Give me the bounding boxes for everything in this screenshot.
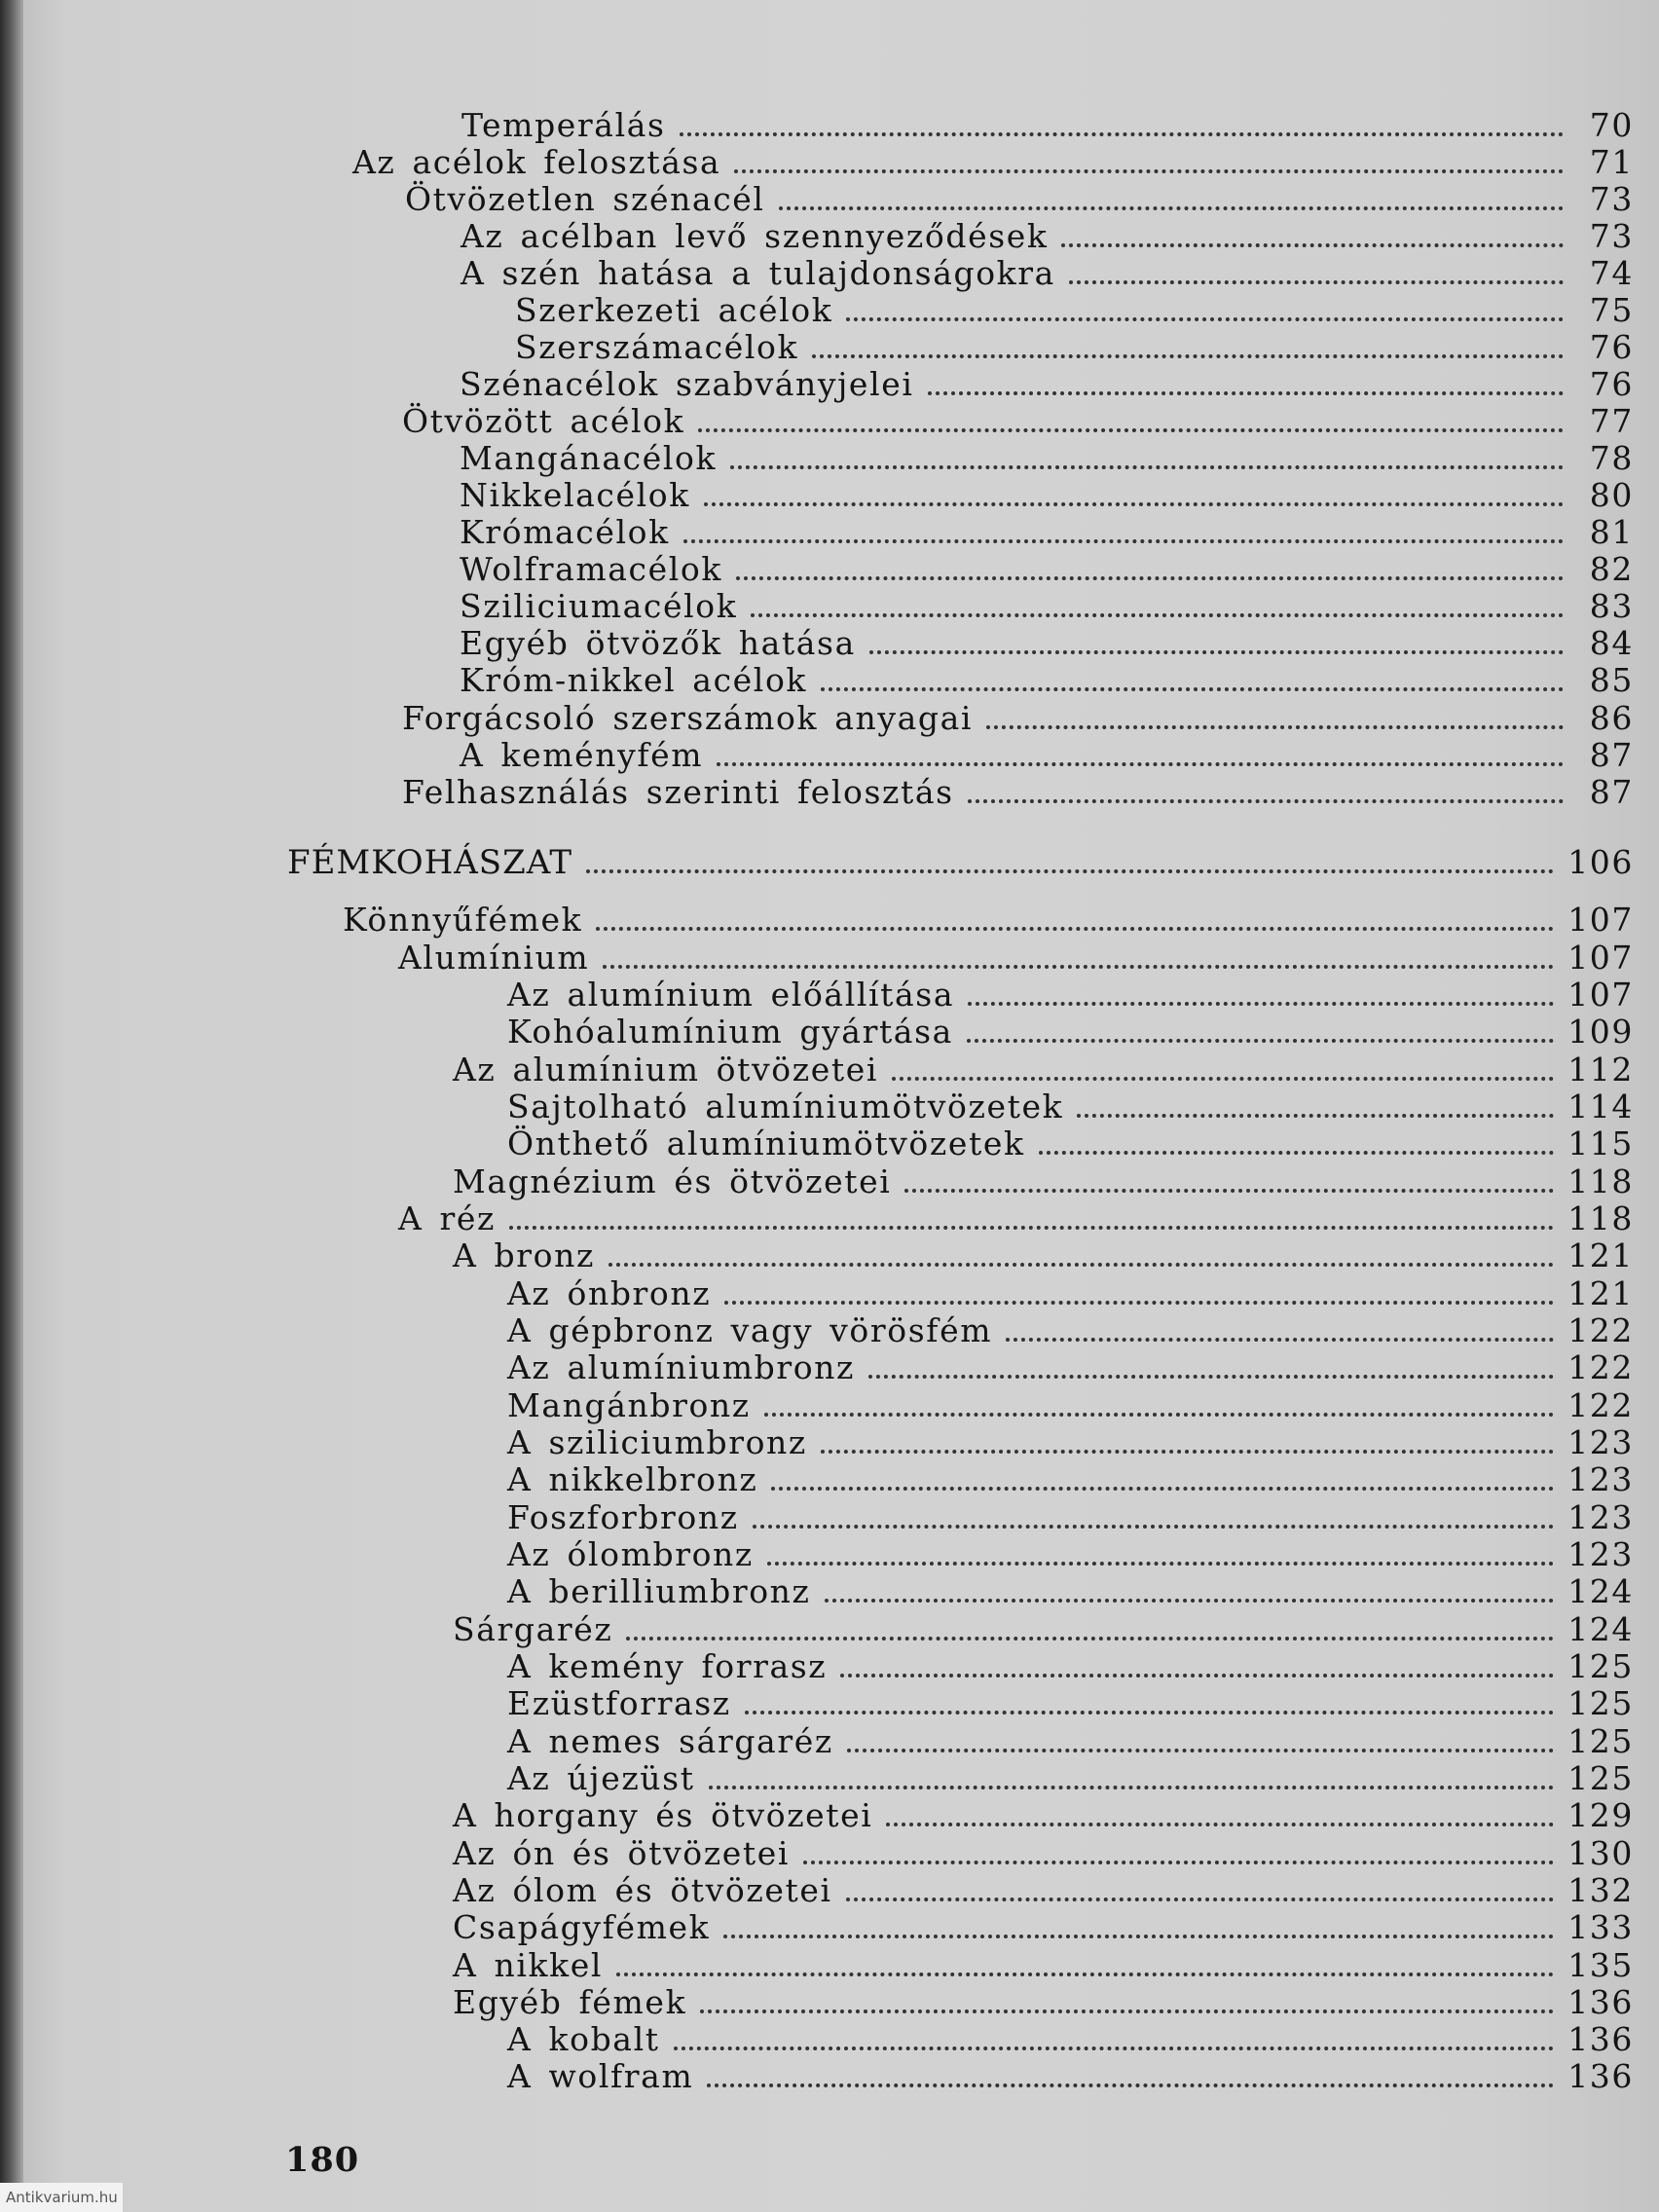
toc-entry: [402, 403, 1634, 440]
toc-entry: [507, 1499, 1634, 1536]
toc-entry-page: 75: [1589, 291, 1634, 329]
toc-entry-title: Mangánbronz: [507, 1386, 751, 1424]
toc-entry-title: Szénacélok szabványjelei: [460, 365, 914, 403]
toc-entry: [507, 1760, 1634, 1797]
toc-entry-title: Mangánacélok: [460, 439, 718, 477]
toc-entry-page: 123: [1567, 1423, 1634, 1461]
dot-leader: [767, 1562, 1554, 1566]
toc-entry: [507, 1648, 1634, 1685]
toc-entry: [460, 662, 1634, 699]
toc-entry-title: Egyéb fémek: [453, 1983, 687, 2021]
toc-entry: [453, 1051, 1634, 1088]
page-binding-shadow: [0, 0, 23, 2212]
toc-entry-page: 86: [1589, 699, 1634, 737]
dot-leader: [821, 687, 1564, 691]
toc-entry: [507, 1349, 1634, 1386]
dot-leader: [869, 650, 1564, 654]
toc-entry-title: Az acélban levő szennyeződések: [461, 217, 1049, 255]
dot-leader: [736, 576, 1564, 580]
toc-entry: [453, 1909, 1634, 1946]
toc-entry-page: 84: [1589, 624, 1634, 662]
toc-entry-page: 132: [1567, 1871, 1634, 1909]
toc-entry: [507, 1014, 1634, 1051]
toc-entry-title: Szerszámacélok: [515, 328, 799, 366]
dot-leader: [821, 1450, 1554, 1454]
toc-entry-title: A horgany és ötvözetei: [453, 1796, 873, 1834]
toc-entry: [343, 902, 1634, 939]
toc-entry: [453, 1947, 1634, 1984]
toc-entry-title: A nikkelbronz: [507, 1460, 758, 1498]
toc-entry-title: Ötvözött acélok: [402, 402, 685, 440]
toc-entry-page: 115: [1567, 1124, 1634, 1162]
toc-entry-title: A wolfram: [507, 2057, 694, 2095]
toc-entry: [507, 977, 1634, 1014]
toc-entry-page: 133: [1567, 1908, 1634, 1946]
toc-entry-page: 136: [1567, 2020, 1634, 2058]
toc-entry: [507, 1536, 1634, 1573]
toc-entry-title: Ötvözetlen szénacél: [405, 180, 765, 218]
toc-entry: [460, 737, 1634, 774]
dot-leader: [846, 317, 1564, 321]
toc-entry-title: Sajtolható alumíniumötvözetek: [507, 1088, 1064, 1125]
toc-entry-title: Könnyűfémek: [343, 901, 583, 939]
dot-leader: [868, 1375, 1554, 1379]
toc-entry: [515, 292, 1634, 329]
toc-entry: [460, 366, 1634, 403]
toc-entry-title: Wolframacélok: [460, 550, 722, 588]
toc-entry-title: Egyéb ötvözők hatása: [460, 624, 856, 662]
toc-entry-page: 122: [1567, 1386, 1634, 1424]
toc-entry-page: 123: [1567, 1460, 1634, 1498]
toc-entry-title: Az alumínium előállítása: [507, 976, 955, 1014]
toc-entry-title: FÉMKOHÁSZAT: [287, 843, 573, 882]
dot-leader: [707, 2083, 1554, 2087]
dot-leader: [771, 1487, 1554, 1491]
toc-entry-page: 109: [1567, 1013, 1634, 1051]
toc-entry-title: Az ónbronz: [507, 1274, 712, 1312]
dot-leader: [608, 1263, 1554, 1267]
toc-entry-title: A sziliciumbronz: [507, 1423, 807, 1461]
toc-entry-title: A kemény forrasz: [507, 1647, 828, 1685]
toc-entry-page: 85: [1589, 661, 1634, 699]
toc-entry-title: Temperálás: [461, 106, 666, 144]
dot-leader: [700, 2009, 1554, 2013]
toc-entry: [507, 1461, 1634, 1498]
dot-leader: [724, 1301, 1554, 1305]
toc-entry: [453, 1797, 1634, 1834]
toc-entry-page: 77: [1589, 402, 1634, 440]
toc-entry: [460, 625, 1634, 662]
toc-entry-page: 107: [1567, 976, 1634, 1014]
toc-entry-page: 124: [1567, 1572, 1634, 1610]
toc-entry-page: 130: [1567, 1834, 1634, 1872]
toc-entry: [460, 477, 1634, 514]
toc-entry-page: 74: [1589, 254, 1634, 292]
dot-leader: [847, 1749, 1554, 1752]
toc-entry-page: 125: [1567, 1759, 1634, 1797]
dot-leader: [680, 132, 1564, 136]
toc-entry: [507, 1312, 1634, 1349]
toc-entry-page: 73: [1589, 217, 1634, 255]
toc-entry-page: 122: [1567, 1348, 1634, 1386]
toc-entry-title: Szerkezeti acélok: [515, 291, 833, 329]
dot-leader: [779, 206, 1564, 210]
toc-entry-page: 114: [1567, 1088, 1634, 1125]
toc-entry-page: 118: [1567, 1162, 1634, 1200]
toc-entry-page: 76: [1589, 365, 1634, 403]
toc-entry: [507, 1387, 1634, 1424]
toc-entry: [453, 1835, 1634, 1872]
toc-entry-page: 81: [1589, 513, 1634, 551]
toc-entry: [507, 2021, 1634, 2058]
toc-entry: [405, 181, 1634, 218]
toc-entry: [453, 1611, 1634, 1648]
dot-leader: [968, 799, 1564, 803]
toc-entry-title: Alumínium: [398, 939, 590, 977]
toc-entry-page: 70: [1589, 106, 1634, 144]
toc-entry-title: Nikkelacélok: [460, 476, 690, 514]
dot-leader: [751, 613, 1564, 617]
toc-entry-page: 124: [1567, 1610, 1634, 1648]
toc-entry-page: 80: [1589, 476, 1634, 514]
dot-leader: [1077, 1114, 1554, 1118]
dot-leader: [812, 354, 1564, 358]
toc-entry-page: 122: [1567, 1311, 1634, 1349]
toc-entry-title: Kohóalumínium gyártása: [507, 1013, 953, 1051]
toc-entry-title: Önthető alumíniumötvözetek: [507, 1124, 1025, 1162]
toc-entry-title: Az ólombronz: [507, 1535, 754, 1573]
dot-leader: [825, 1599, 1555, 1603]
toc-entry-page: 135: [1567, 1946, 1634, 1984]
dot-leader: [734, 169, 1564, 173]
toc-entry-title: Az acélok felosztása: [352, 143, 721, 181]
toc-entry-title: A berilliumbronz: [507, 1572, 811, 1610]
toc-entry-page: 125: [1567, 1647, 1634, 1685]
dot-leader: [1039, 1151, 1555, 1155]
toc-entry-page: 118: [1567, 1199, 1634, 1237]
dot-leader: [904, 1189, 1554, 1193]
toc-entry-title: Az alumíniumbronz: [507, 1348, 855, 1386]
toc-entry-title: Magnézium és ötvözetei: [453, 1162, 892, 1200]
toc-entry: [460, 588, 1634, 625]
dot-leader: [753, 1525, 1554, 1529]
toc-entry-page: 125: [1567, 1684, 1634, 1722]
toc-entry-title: A gépbronz vagy vörösfém: [507, 1311, 993, 1349]
toc-entry-title: A bronz: [453, 1236, 595, 1274]
dot-leader: [840, 1674, 1554, 1677]
dot-leader: [717, 762, 1564, 766]
toc-entry-title: Ezüstforrasz: [507, 1684, 731, 1722]
dot-leader: [892, 1077, 1554, 1081]
toc-entry: [453, 1872, 1634, 1909]
dot-leader: [509, 1226, 1554, 1230]
toc-entry: [507, 1424, 1634, 1461]
toc-entry: [287, 844, 1634, 881]
toc-entry-page: 129: [1567, 1796, 1634, 1834]
dot-leader: [674, 2046, 1555, 2050]
toc-entry: [461, 255, 1634, 292]
toc-entry-page: 106: [1567, 843, 1634, 881]
toc-entry-title: Csapágyfémek: [453, 1908, 711, 1946]
dot-leader: [886, 1823, 1554, 1826]
dot-leader: [626, 1637, 1554, 1641]
dot-leader: [683, 539, 1564, 543]
toc-entry: [352, 144, 1634, 181]
toc-entry-page: 87: [1589, 773, 1634, 811]
toc-entry-title: A réz: [398, 1199, 497, 1237]
dot-leader: [1069, 280, 1564, 284]
dot-leader: [723, 1935, 1554, 1938]
toc-entry: [507, 1275, 1634, 1312]
dot-leader: [603, 965, 1554, 969]
toc-entry-page: 125: [1567, 1722, 1634, 1760]
toc-entry-page: 123: [1567, 1498, 1634, 1536]
toc-entry-title: A szén hatása a tulajdonságokra: [461, 254, 1055, 292]
toc-entry: [402, 700, 1634, 737]
toc-entry-page: 123: [1567, 1535, 1634, 1573]
toc-entry-title: Az újezüst: [507, 1759, 695, 1797]
toc-entry-title: Sziliciumacélok: [460, 587, 738, 625]
toc-entry: [507, 1125, 1634, 1162]
dot-leader: [1061, 243, 1564, 247]
toc-entry-page: 136: [1567, 1983, 1634, 2021]
toc-entry-page: 83: [1589, 587, 1634, 625]
toc-entry: [507, 1573, 1634, 1610]
toc-entry-title: Felhasználás szerinti felosztás: [402, 773, 954, 811]
toc-entry-page: 112: [1567, 1051, 1634, 1088]
page-number: 180: [285, 2140, 360, 2180]
toc-entry: [398, 1200, 1634, 1237]
toc-entry-page: 78: [1589, 439, 1634, 477]
watermark: Antikvarium.hu: [0, 2183, 123, 2212]
dot-leader: [596, 927, 1554, 931]
dot-leader: [586, 869, 1554, 873]
dot-leader: [616, 1972, 1554, 1976]
toc-entry-page: 107: [1567, 901, 1634, 939]
toc-entry: [507, 1088, 1634, 1125]
toc-entry: [515, 329, 1634, 366]
toc-entry: [461, 218, 1634, 255]
toc-entry-page: 73: [1589, 180, 1634, 218]
toc-entry-page: 76: [1589, 328, 1634, 366]
toc-entry: [507, 1685, 1634, 1722]
toc-entry: [507, 1723, 1634, 1760]
toc-entry-page: 136: [1567, 2057, 1634, 2095]
toc-entry-title: Króm-nikkel acélok: [460, 661, 808, 699]
toc-entry: [398, 940, 1634, 977]
toc-entry-title: Krómacélok: [460, 513, 670, 551]
dot-leader: [928, 391, 1564, 395]
toc-entry-page: 71: [1589, 143, 1634, 181]
dot-leader: [803, 1861, 1554, 1864]
toc-entry: [453, 1163, 1634, 1200]
toc-entry: [460, 551, 1634, 588]
toc-entry-title: Az alumínium ötvözetei: [453, 1051, 878, 1088]
toc-entry-page: 107: [1567, 939, 1634, 977]
toc-entry: [460, 514, 1634, 551]
dot-leader: [730, 465, 1564, 469]
toc-entry: [453, 1984, 1634, 2021]
dot-leader: [698, 428, 1564, 432]
dot-leader: [764, 1413, 1554, 1417]
toc-entry-title: Az ólom és ötvözetei: [453, 1871, 832, 1909]
dot-leader: [1006, 1338, 1554, 1342]
toc-entry-title: Forgácsoló szerszámok anyagai: [402, 699, 973, 737]
toc-entry-title: A nemes sárgaréz: [507, 1722, 833, 1760]
toc-entry-title: A nikkel: [453, 1946, 604, 1984]
toc-entry: [507, 2058, 1634, 2095]
dot-leader: [704, 502, 1564, 506]
dot-leader: [986, 725, 1564, 729]
toc-entry-title: A kobalt: [507, 2020, 660, 2058]
toc-entry: [461, 107, 1634, 144]
dot-leader: [709, 1786, 1555, 1789]
dot-leader: [846, 1898, 1555, 1901]
toc-entry: [453, 1237, 1634, 1274]
toc-entry-title: Foszforbronz: [507, 1498, 739, 1536]
toc-entry-title: A keményfém: [460, 736, 704, 774]
toc-entry: [460, 440, 1634, 477]
toc-entry-page: 121: [1567, 1236, 1634, 1274]
toc-entry-page: 82: [1589, 550, 1634, 588]
dot-leader: [968, 1002, 1554, 1006]
toc-entry: [402, 774, 1634, 811]
toc-entry-page: 121: [1567, 1274, 1634, 1312]
dot-leader: [745, 1711, 1554, 1714]
toc-entry-title: Sárgaréz: [453, 1610, 613, 1648]
toc-entry-title: Az ón és ötvözetei: [453, 1834, 790, 1872]
toc-entry-page: 87: [1589, 736, 1634, 774]
dot-leader: [967, 1039, 1554, 1043]
